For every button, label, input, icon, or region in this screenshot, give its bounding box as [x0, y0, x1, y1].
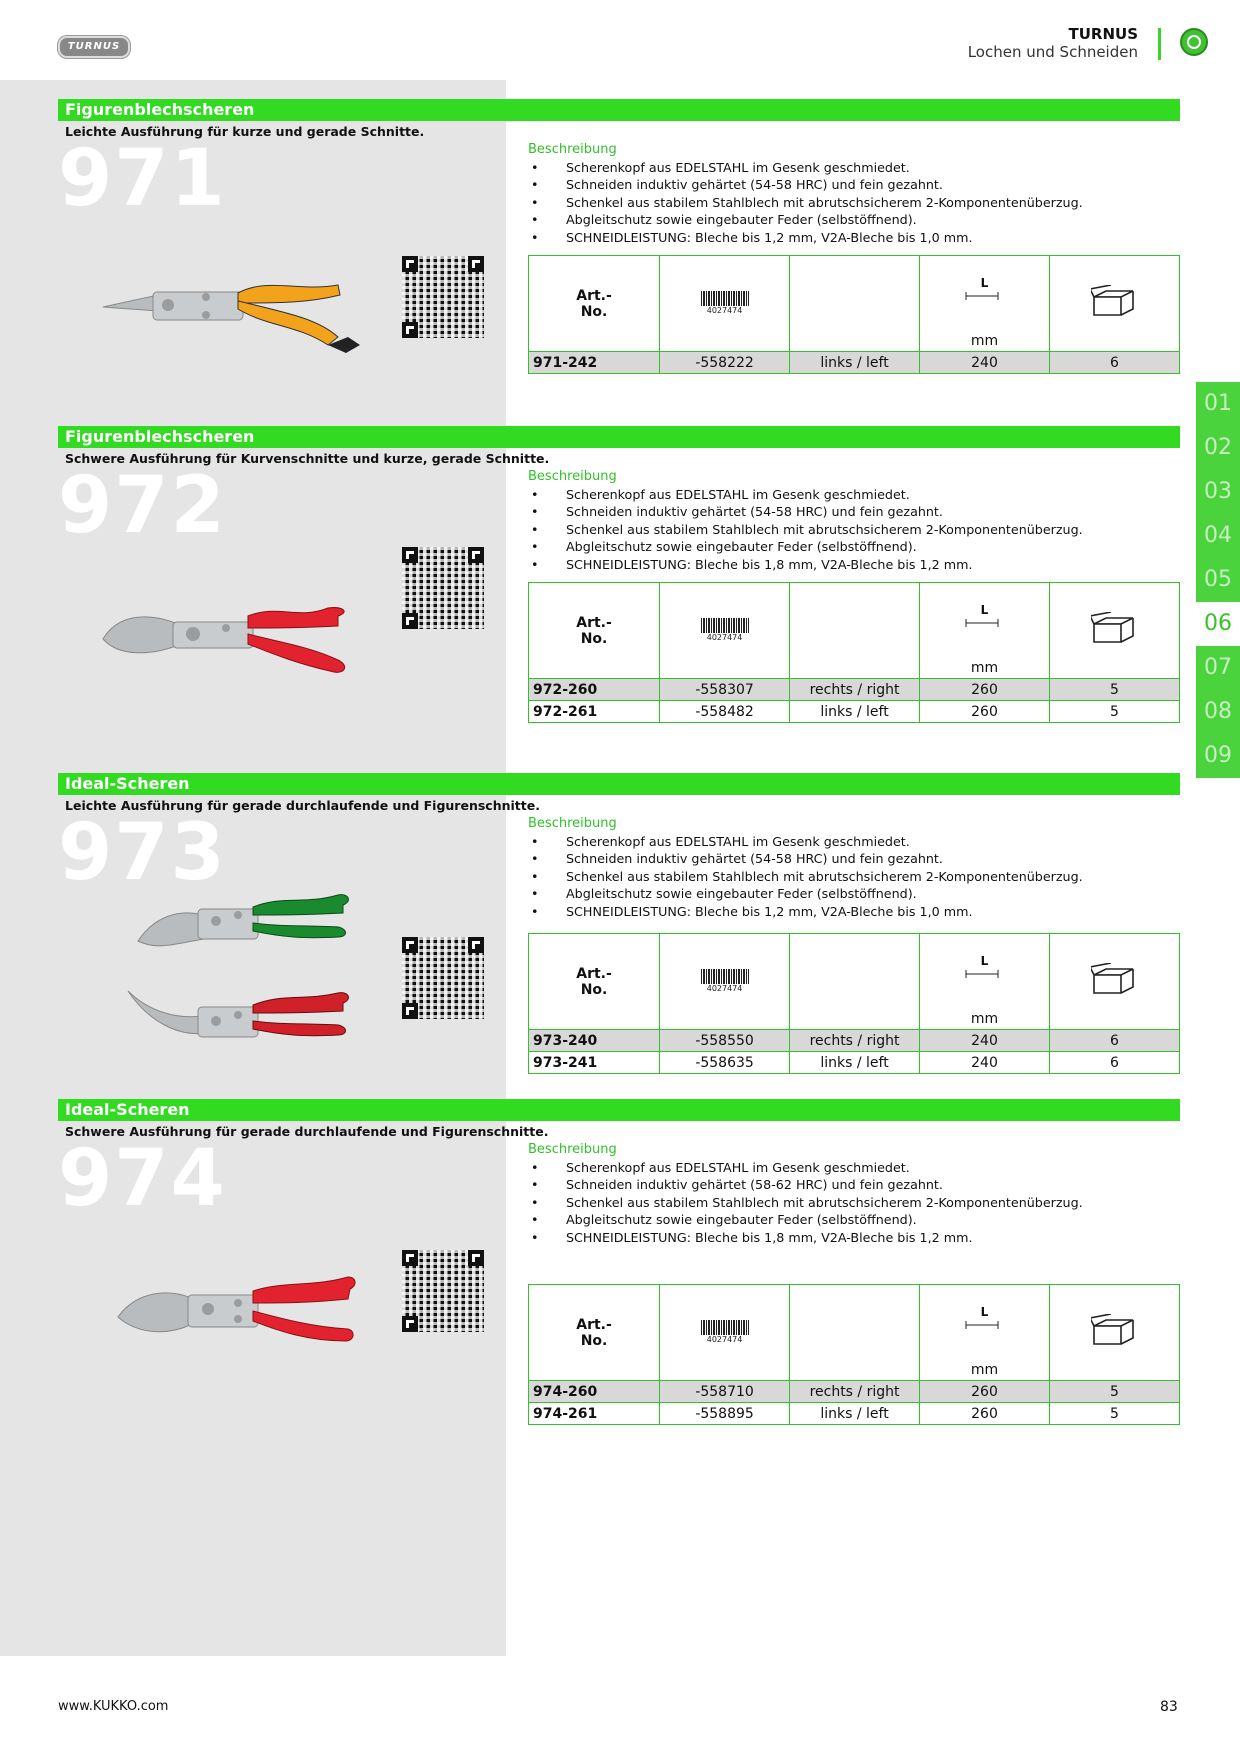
- section-title: Figurenblechscheren: [58, 426, 1180, 448]
- chapter-tabs: [1196, 382, 1240, 778]
- tab-05[interactable]: 05: [1196, 558, 1240, 602]
- bullet: • Schneiden induktiv gehärtet (54-58 HRC) und fein gezahnt.: [528, 176, 1083, 193]
- ideal-snips-image: [98, 1269, 378, 1369]
- product-section-971: [58, 99, 1180, 399]
- tab-02[interactable]: 02: [1196, 426, 1240, 470]
- section-title: Figurenblechscheren: [58, 99, 1180, 121]
- description-heading: Beschreibung: [528, 1142, 617, 1157]
- bullet: • Schenkel aus stabilem Stahlblech mit abrutschsicherem 2-Komponentenüberzug.: [528, 521, 1083, 538]
- description-heading: Beschreibung: [528, 142, 617, 157]
- bullet: • Scherenkopf aus EDELSTAHL im Gesenk geschmiedet.: [528, 1159, 1083, 1176]
- unit-label: mm: [970, 333, 999, 349]
- section-subtitle: Leichte Ausführung für kurze und gerade Schnitte.: [65, 124, 425, 139]
- article-table: [528, 933, 1180, 1074]
- section-title: Ideal-Scheren: [58, 773, 1180, 795]
- length-arrow-icon: [965, 970, 999, 978]
- tab-08[interactable]: 08: [1196, 690, 1240, 734]
- length-arrow-icon: [965, 619, 999, 627]
- product-number: 971: [58, 134, 227, 224]
- barcode-icon: 4027474: [701, 618, 749, 640]
- art-no-header: Art.- No.: [576, 287, 612, 320]
- bullet: • Schenkel aus stabilem Stahlblech mit abrutschsicherem 2-Komponentenüberzug.: [528, 194, 1083, 211]
- tin-snips-image: [98, 594, 378, 694]
- tab-01[interactable]: 01: [1196, 382, 1240, 426]
- package-box-icon: [1091, 963, 1137, 997]
- length-header: L: [980, 954, 989, 968]
- bullet: • SCHNEIDLEISTUNG: Bleche bis 1,2 mm, V2A-Bleche bis 1,0 mm.: [528, 903, 1083, 920]
- page-number: 83: [1160, 1699, 1178, 1715]
- kukko-seal-icon: [1180, 28, 1208, 56]
- article-table: [528, 1284, 1180, 1425]
- header-divider: [1158, 28, 1161, 60]
- length-header: L: [980, 276, 989, 290]
- art-no-header: Art.- No.: [576, 1316, 612, 1349]
- bullet: • Schenkel aus stabilem Stahlblech mit abrutschsicherem 2-Komponentenüberzug.: [528, 868, 1083, 885]
- header-brand: [968, 25, 1138, 61]
- tab-07[interactable]: 07: [1196, 646, 1240, 690]
- qr-code[interactable]: [402, 1250, 484, 1332]
- description-heading: Beschreibung: [528, 816, 617, 831]
- description-heading: Beschreibung: [528, 469, 617, 484]
- table-row[interactable]: 973-241 -558635 links / left 240 6: [529, 1052, 1180, 1074]
- bullet: • Scherenkopf aus EDELSTAHL im Gesenk geschmiedet.: [528, 159, 1083, 176]
- length-header: L: [980, 1305, 989, 1319]
- bullet: • Schneiden induktiv gehärtet (54-58 HRC) und fein gezahnt.: [528, 850, 1083, 867]
- tab-03[interactable]: 03: [1196, 470, 1240, 514]
- table-row[interactable]: 972-260 -558307 rechts / right 260 5: [529, 679, 1180, 701]
- package-box-icon: [1091, 285, 1137, 319]
- product-number: 974: [58, 1134, 227, 1224]
- product-section-974: [58, 1099, 1180, 1429]
- bullet: • Schneiden induktiv gehärtet (54-58 HRC) und fein gezahnt.: [528, 503, 1083, 520]
- product-number: 972: [58, 461, 227, 551]
- unit-label: mm: [970, 1011, 999, 1027]
- length-arrow-icon: [965, 292, 999, 300]
- category-name: Lochen und Schneiden: [967, 43, 1138, 61]
- ideal-snips-green-image: [98, 881, 378, 971]
- section-subtitle: Leichte Ausführung für gerade durchlaufende und Figurenschnitte.: [65, 798, 540, 813]
- qr-code[interactable]: [402, 547, 484, 629]
- bullet: • SCHNEIDLEISTUNG: Bleche bis 1,2 mm, V2A-Bleche bis 1,0 mm.: [528, 229, 1083, 246]
- bullet: • Schneiden induktiv gehärtet (58-62 HRC) und fein gezahnt.: [528, 1176, 1083, 1193]
- table-row[interactable]: 972-261 -558482 links / left 260 5: [529, 701, 1180, 723]
- art-no-header: Art.- No.: [576, 965, 612, 998]
- bullet: • SCHNEIDLEISTUNG: Bleche bis 1,8 mm, V2A-Bleche bis 1,2 mm.: [528, 556, 1083, 573]
- table-row[interactable]: 974-261 -558895 links / left 260 5: [529, 1403, 1180, 1425]
- brand-name: TURNUS: [1068, 25, 1138, 43]
- product-section-973: [58, 773, 1180, 1093]
- table-row[interactable]: 974-260 -558710 rechts / right 260 5: [529, 1381, 1180, 1403]
- bullet: • Abgleitschutz sowie eingebauter Feder (selbstöffnend).: [528, 1211, 1083, 1228]
- article-table: [528, 255, 1180, 374]
- tin-snips-image: [98, 267, 378, 367]
- art-no-header: Art.- No.: [576, 614, 612, 647]
- article-table: [528, 582, 1180, 723]
- bullet: • Abgleitschutz sowie eingebauter Feder (selbstöffnend).: [528, 538, 1083, 555]
- barcode-icon: 4027474: [701, 291, 749, 313]
- bullet: • Scherenkopf aus EDELSTAHL im Gesenk geschmiedet.: [528, 486, 1083, 503]
- description-list: [528, 833, 1083, 920]
- section-subtitle: Schwere Ausführung für Kurvenschnitte und kurze, gerade Schnitte.: [65, 451, 550, 466]
- bullet: • SCHNEIDLEISTUNG: Bleche bis 1,8 mm, V2A-Bleche bis 1,2 mm.: [528, 1229, 1083, 1246]
- ideal-snips-red-image: [98, 971, 378, 1061]
- tab-06[interactable]: 06: [1196, 602, 1240, 646]
- product-section-972: [58, 426, 1180, 726]
- description-list: [528, 486, 1083, 573]
- table-row[interactable]: 973-240 -558550 rechts / right 240 6: [529, 1030, 1180, 1052]
- footer-url[interactable]: www.KUKKO.com: [58, 1699, 169, 1714]
- bullet: • Scherenkopf aus EDELSTAHL im Gesenk geschmiedet.: [528, 833, 1083, 850]
- description-list: [528, 1159, 1083, 1246]
- turnus-logo: TURNUS: [58, 36, 130, 58]
- length-arrow-icon: [965, 1321, 999, 1329]
- unit-label: mm: [970, 1362, 999, 1378]
- barcode-icon: 4027474: [701, 969, 749, 991]
- qr-code[interactable]: [402, 937, 484, 1019]
- description-list: [528, 159, 1083, 246]
- barcode-icon: 4027474: [701, 1320, 749, 1342]
- package-box-icon: [1091, 612, 1137, 646]
- bullet: • Abgleitschutz sowie eingebauter Feder (selbstöffnend).: [528, 211, 1083, 228]
- bullet: • Schenkel aus stabilem Stahlblech mit abrutschsicherem 2-Komponentenüberzug.: [528, 1194, 1083, 1211]
- table-row[interactable]: 971-242 -558222 links / left 240 6: [529, 352, 1180, 374]
- length-header: L: [980, 603, 989, 617]
- tab-04[interactable]: 04: [1196, 514, 1240, 558]
- qr-code[interactable]: [402, 256, 484, 338]
- package-box-icon: [1091, 1314, 1137, 1348]
- section-subtitle: Schwere Ausführung für gerade durchlaufende und Figurenschnitte.: [65, 1124, 549, 1139]
- unit-label: mm: [970, 660, 999, 676]
- product-number: 973: [58, 808, 227, 898]
- tab-09[interactable]: 09: [1196, 734, 1240, 778]
- bullet: • Abgleitschutz sowie eingebauter Feder (selbstöffnend).: [528, 885, 1083, 902]
- section-title: Ideal-Scheren: [58, 1099, 1180, 1121]
